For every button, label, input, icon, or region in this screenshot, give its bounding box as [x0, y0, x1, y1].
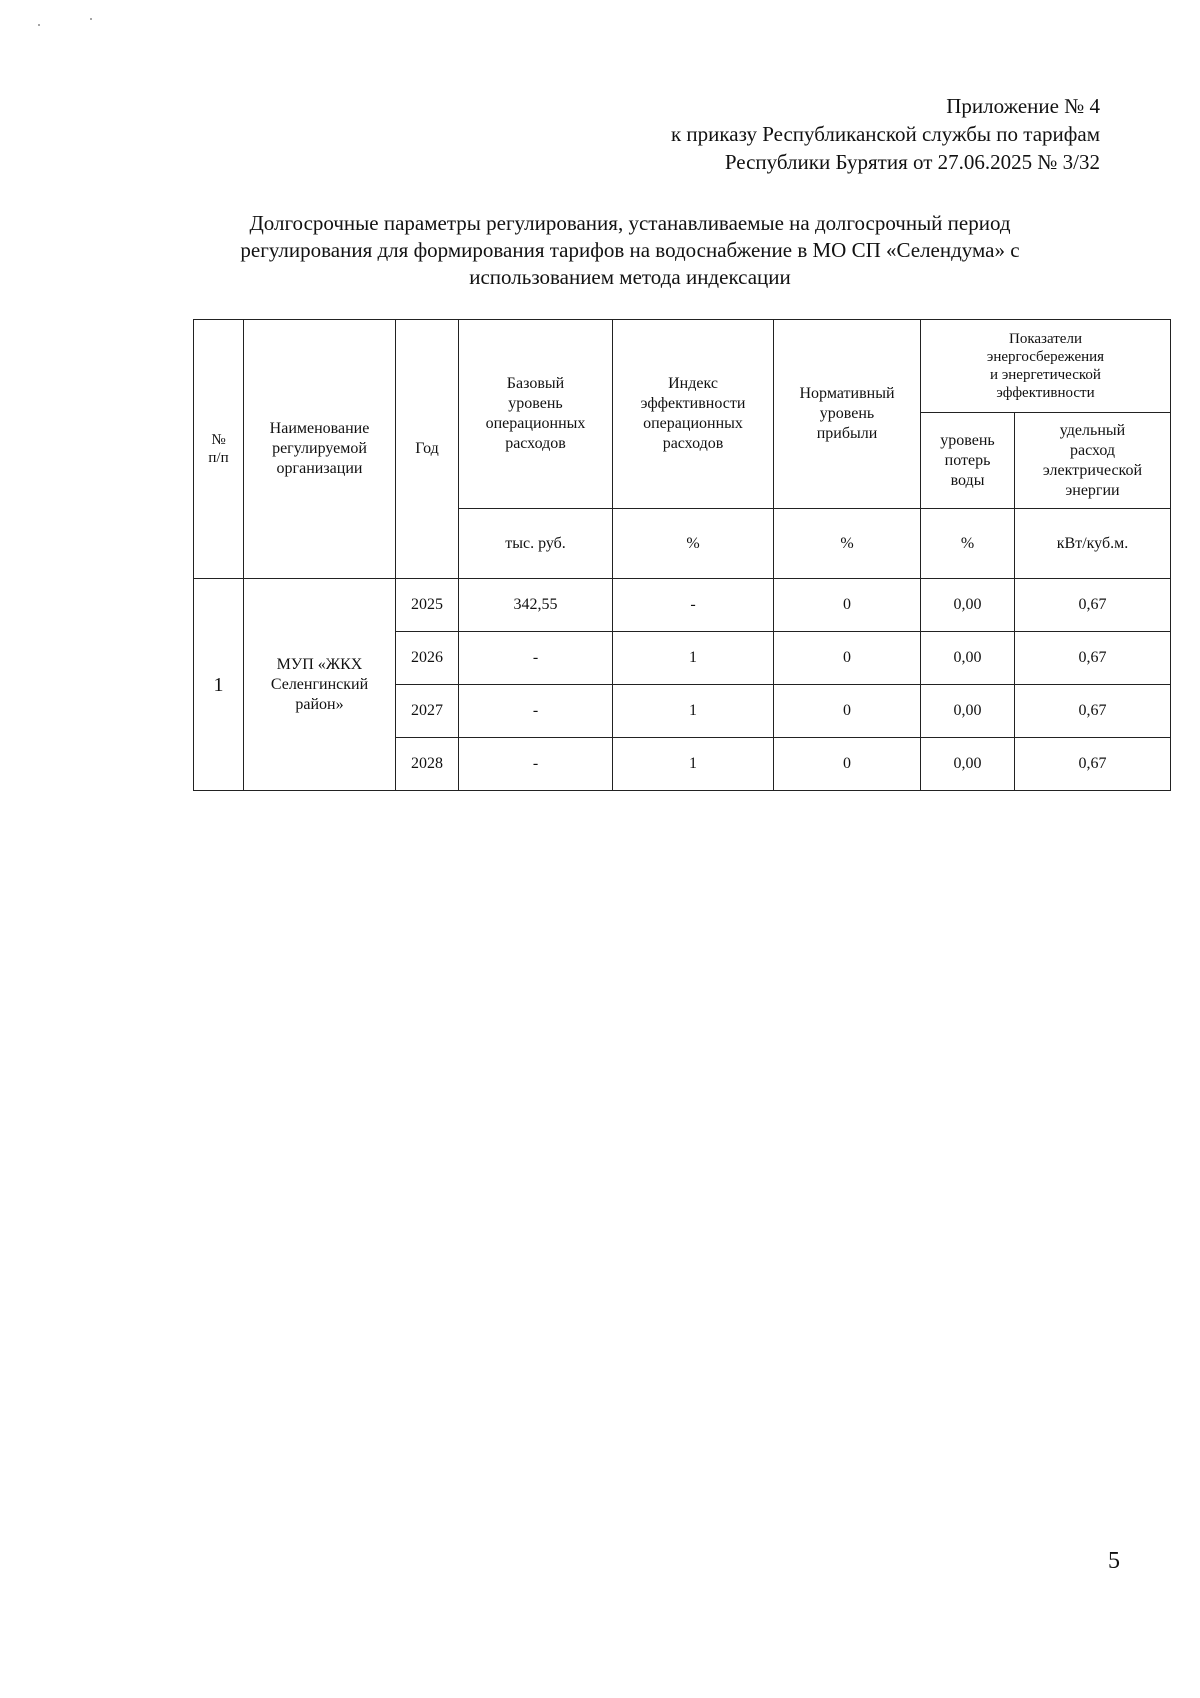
appendix-line-3: Республики Бурятия от 27.06.2025 № 3/32 — [724, 150, 1100, 174]
header-specific-line: электрической — [1042, 461, 1143, 479]
header-profit-line: уровень — [819, 405, 875, 422]
scan-speck — [90, 18, 92, 20]
cell-losses: 0,00 — [921, 685, 1015, 738]
header-energy-line: Показатели — [1009, 331, 1082, 347]
header-losses-line: уровень — [940, 431, 995, 449]
cell-base: - — [459, 632, 613, 685]
cell-base: - — [459, 685, 613, 738]
header-specific-line: удельный — [1059, 421, 1126, 439]
header-base-expenses — [459, 320, 613, 509]
cell-profit: 0 — [774, 579, 921, 632]
cell-profit: 0 — [774, 685, 921, 738]
header-efficiency-index — [613, 320, 774, 509]
header-specific-energy — [1015, 413, 1171, 509]
header-index-line: операционных — [643, 415, 743, 432]
header-base-line: Базовый — [506, 375, 565, 392]
header-energy-line: энергосбережения — [986, 349, 1105, 365]
header-losses-line: потерь — [944, 451, 991, 469]
cell-specific: 0,67 — [1015, 685, 1171, 738]
header-losses-line: воды — [950, 471, 985, 489]
page-number: 5 — [1108, 1548, 1120, 1574]
unit-losses: % — [921, 509, 1015, 579]
organization-line: МУП «ЖКХ — [276, 655, 363, 673]
header-org-line: Наименование — [269, 420, 370, 437]
cell-year: 2026 — [396, 632, 459, 685]
header-base-line: уровень — [508, 395, 563, 412]
cell-index: - — [613, 579, 774, 632]
unit-profit: % — [774, 509, 921, 579]
cell-base: - — [459, 738, 613, 791]
header-index-line: расходов — [662, 435, 724, 452]
header-profit-line: Нормативный — [799, 385, 895, 402]
table-row — [194, 579, 1171, 632]
header-base-line: операционных — [485, 415, 586, 432]
appendix-block — [671, 92, 1100, 176]
header-profit-line: прибыли — [816, 425, 878, 442]
cell-losses: 0,00 — [921, 579, 1015, 632]
header-specific-line: расход — [1069, 441, 1116, 459]
header-water-losses — [921, 413, 1015, 509]
cell-year: 2027 — [396, 685, 459, 738]
header-org-line: регулируемой — [272, 440, 367, 457]
cell-specific: 0,67 — [1015, 632, 1171, 685]
cell-index: 1 — [613, 738, 774, 791]
cell-specific: 0,67 — [1015, 579, 1171, 632]
header-number — [194, 320, 244, 579]
organization-line: район» — [295, 695, 344, 713]
parameters-table — [193, 319, 1171, 791]
header-index-line: Индекс — [668, 375, 718, 392]
cell-profit: 0 — [774, 738, 921, 791]
title-line-2: регулирования для формирования тарифов на водоснабжение в МО СП «Селендума» с — [240, 238, 1020, 262]
document-title — [170, 210, 1090, 291]
cell-index: 1 — [613, 632, 774, 685]
cell-specific: 0,67 — [1015, 738, 1171, 791]
cell-losses: 0,00 — [921, 738, 1015, 791]
organization-name — [244, 579, 396, 791]
title-line-3: использованием метода индексации — [469, 265, 791, 289]
unit-specific: кВт/куб.м. — [1015, 509, 1171, 579]
header-organization — [244, 320, 396, 579]
organization-line: Селенгинский — [270, 675, 369, 693]
cell-profit: 0 — [774, 632, 921, 685]
title-line-1: Долгосрочные параметры регулирования, устанавливаемые на долгосрочный период — [249, 211, 1011, 235]
unit-index: % — [613, 509, 774, 579]
row-number: 1 — [194, 579, 244, 791]
header-normative-profit — [774, 320, 921, 509]
header-number-symbol: № — [211, 432, 226, 448]
appendix-line-1: Приложение № 4 — [946, 94, 1100, 118]
header-org-line: организации — [276, 460, 363, 477]
cell-losses: 0,00 — [921, 632, 1015, 685]
unit-base: тыс. руб. — [459, 509, 613, 579]
header-base-line: расходов — [505, 435, 566, 452]
appendix-line-2: к приказу Республиканской службы по тарифам — [670, 122, 1100, 146]
header-index-line: эффективности — [640, 395, 746, 412]
cell-year: 2028 — [396, 738, 459, 791]
header-energy-line: эффективности — [996, 385, 1095, 401]
cell-base: 342,55 — [459, 579, 613, 632]
scan-speck — [38, 24, 40, 26]
header-energy-line: и энергетической — [990, 367, 1101, 383]
cell-year: 2025 — [396, 579, 459, 632]
header-number-text: п/п — [208, 450, 229, 466]
header-specific-line: энергии — [1065, 481, 1120, 499]
cell-index: 1 — [613, 685, 774, 738]
header-year: Год — [396, 320, 459, 579]
header-energy-group — [921, 320, 1171, 413]
